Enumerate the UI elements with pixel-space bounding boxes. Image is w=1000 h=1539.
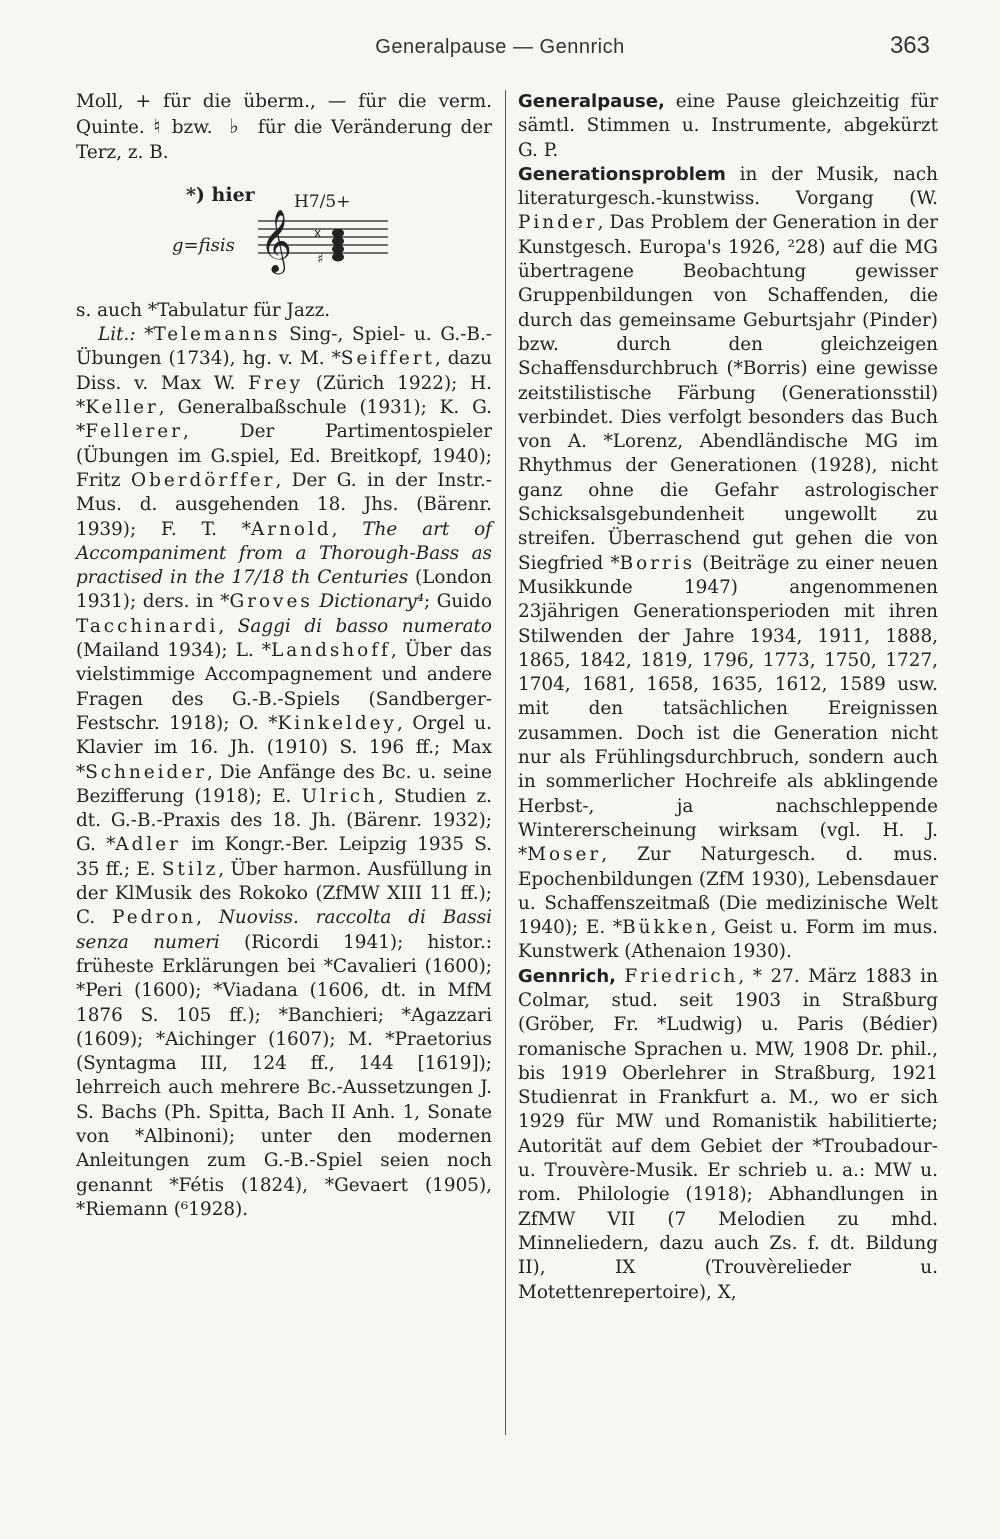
- lit-text-run: Keller: [85, 397, 159, 419]
- lit-text-run: Schneider: [85, 761, 208, 783]
- lit-text-run: Seiffert: [340, 348, 435, 370]
- lit-text-run: Oberdörffer: [131, 469, 276, 491]
- left-column: [76, 90, 492, 1222]
- lit-text-run: Saggi di basso numerato: [237, 615, 492, 637]
- lit-text-run: (Zürich 1922); H. *: [76, 372, 492, 419]
- lit-text-run: *: [135, 324, 154, 346]
- headword-generalpause: Generalpause,: [518, 91, 665, 112]
- intro-text-3: für die Veränderung der Terz, z. B.: [76, 117, 492, 163]
- generationsproblem-text-run: in der Musik, nach literaturgesch.-kunstwiss. Vorgang (W.: [518, 163, 938, 210]
- lit-text-run: , Der Partimentospieler (Übungen im G.spiel, Ed. Breitkopf, 1940); Fritz: [76, 421, 492, 491]
- lit-text-run: Adler: [115, 834, 181, 856]
- music-example: [76, 171, 492, 291]
- lit-text-run: , Orgel u. Klavier im 16. Jh. (1910) S. 196 ff.; Max *: [76, 712, 492, 783]
- running-head: Generalpause — Gennrich: [375, 36, 625, 58]
- lit-text-run: im Kongr.-Ber. Leipzig 1935 S. 35 ff.; E.: [76, 834, 492, 880]
- lit-text-run: Frey: [248, 372, 304, 394]
- lit-text-run: ; Guido: [423, 591, 492, 613]
- lit-text-run: Sing-, Spiel- u. G.-B.-Übungen (1734), hg. v. M. *: [76, 324, 493, 370]
- lit-text-run: Pedron: [112, 907, 197, 929]
- lit-text-run: , Die Anfänge des Bc. u. seine Bezifferung (1918); E.: [76, 761, 492, 807]
- lit-text: [76, 324, 492, 1220]
- generationsproblem-text-run: Moser: [527, 844, 602, 866]
- generalpause-text: eine Pause gleichzeitig für sämtl. Stimmen u. Instrumente, abgekürzt G. P.: [518, 91, 938, 161]
- lit-text-run: , Über das vielstimmige Accompagnement und andere Fragen des G.-B.-Spiels (Sandberger-Festschr. 1918); O. *: [76, 640, 492, 734]
- chord-notes: [314, 226, 344, 267]
- page-header: [0, 32, 1000, 62]
- lit-text-run: The art of Accompaniment from a Thorough-Bass as practised in the 17/18 th Centuries: [76, 518, 492, 589]
- flat-sign: ♭: [229, 114, 242, 139]
- gennrich-text-run: , * 27. März 1883 in Colmar, stud. seit 1903 in Straßburg (Gröber, Fr. *Ludwig) u. Paris (Bédier) romanische Sprachen u. MW, 1908 Dr. phil., bis 1919 Oberlehrer in Straßburg, 1921 Studienrat in Frankfurt a. M., wo er sich 1929 für MW und Romanistik habilitierte; Autorität auf dem Gebiet der *Troubadour- u. Trouvère-Musik. Er schrieb u. a.: MW u. rom. Philologie (1918); Abhandlungen in ZfMW VII (7 Melodien zu mhd. Minneliedern, dazu auch Zs. f. dt. Bildung II), IX (Trouvèrelieder u. Motettenrepertoire), X,: [518, 965, 938, 1303]
- entry-gennrich: [518, 965, 938, 1305]
- lit-text-run: , dazu Diss. v. Max W.: [76, 348, 493, 394]
- lit-text-run: (London 1931); ders. in *: [76, 567, 492, 613]
- music-example-svg: [76, 171, 406, 291]
- lit-text-run: Dictionary⁴: [319, 591, 424, 613]
- generationsproblem-text-run: Borris: [619, 552, 696, 574]
- generationsproblem-text: [518, 164, 938, 963]
- gennrich-text-run: Friedrich: [624, 965, 739, 987]
- lit-text-run: , Der G. in der Instr.-Mus. d. ausgehenden 18. Jhs. (Bärenr. 1939); F. T. *: [76, 469, 493, 540]
- gennrich-text: [518, 966, 938, 1303]
- generationsproblem-text-run: , Das Problem der Generation in der Kunstgesch. Europa's 1926, ²28) auf die MG übertragene Beobachtung gewisser Gruppenbildungen von Schaffenden, die durch das gemeinsame Geburtsjahr (Pinder) bzw. durch den gleichzeigen Schaffensdurchbruch (*Borris) eine gewisse zeitstilistische Färbung (Generationsstil) verbindet. Dies verfolgt besonders das Buch von A. *Lorenz, Abendländische MG im Rhythmus der Generationen (1928), nicht ganz ohne die Gefahr astrologischer Schicksalsgebundenheit ungewollt zu streifen. Überraschend gut gehen die von Siegfried *: [518, 212, 938, 574]
- lit-text-run: Tacchinardi: [76, 615, 219, 637]
- music-label-hier: *) hier: [186, 183, 255, 206]
- lit-text-run: , Studien z. dt. G.-B.-Praxis des 18. Jh. (Bärenr. 1932); G. *: [76, 785, 493, 856]
- lit-text-run: Groves: [229, 591, 313, 613]
- lit-text-run: , Über harmon. Ausfüllung in der KlMusik des Rokoko (ZfMW XIII 11 ff.); C.: [76, 858, 492, 929]
- lit-text-run: Landshoff: [271, 640, 391, 662]
- lit-text-run: Arnold: [250, 518, 332, 540]
- entry-generationsproblem: [518, 163, 938, 965]
- lit-text-run: , Generalbaßschule (1931); K. G. *: [76, 397, 492, 443]
- lit-text-run: ,: [196, 907, 219, 929]
- page-number: 363: [889, 32, 930, 59]
- lit-text-run: Nuoviss. raccolta di Bassi senza numeri: [76, 907, 493, 953]
- generationsproblem-text-run: Bükken: [622, 917, 711, 939]
- natural-sign: ♮: [153, 114, 164, 139]
- intro-text-1: Moll, + für die überm., — für die verm. Quinte.: [76, 91, 492, 139]
- generationsproblem-text-run: Pinder: [518, 212, 598, 234]
- lit-text-run: (Ricordi 1941); histor.: früheste Erklärungen bei *Cavalieri (1600); *Peri (1600); *Viadana (1606, dt. in MfM 1876 S. 105 ff.); *Banchieri; *Agazzari (1609); *Aichinger (1607); M. *Praetorius (Syntagma III, 124 ff., 144 [1619]); lehrreich auch mehrere Bc.-Aussetzungen J. S. Bachs (Ph. Spitta, Bach II Anh. 1, Sonate von *Albinoni); unter den modernen Anleitungen zum G.-B.-Spiel seien noch genannt *Fétis (1824), *Gevaert (1905), *Riemann (⁶1928).: [76, 931, 492, 1220]
- svg-text:♯: ♯: [317, 251, 324, 267]
- lit-text-run: Fellerer: [85, 421, 183, 443]
- right-column: [518, 90, 938, 1305]
- see-also: s. auch *Tabulatur für Jazz.: [76, 299, 331, 321]
- lit-text-run: ,: [331, 518, 363, 540]
- intro-paragraph: [76, 90, 492, 165]
- svg-text:x: x: [314, 225, 322, 240]
- entry-generalpause: [518, 90, 938, 163]
- headword-gennrich: Gennrich,: [518, 965, 616, 987]
- column-divider: [505, 90, 506, 1435]
- lit-text-run: (Mailand 1934); L. *: [76, 640, 272, 662]
- generationsproblem-text-run: , Geist u. Form im mus. Kunstwerk (Athenaion 1930).: [518, 917, 938, 963]
- music-label-gfisis: g=fisis: [172, 234, 235, 256]
- lit-label: Lit.:: [98, 324, 136, 346]
- generationsproblem-text-run: , Zur Naturgesch. d. mus. Epochenbildungen (ZfM 1930), Lebensdauer u. Schaffenszeitmaß (Die medizinische Welt 1940); E. *: [518, 844, 938, 939]
- generationsproblem-text-run: (Beiträge zu einer neuen Musikkunde 1947) angenommenen 23jährigen Generationsperioden mit ihren Stilwenden der Jahre 1934, 1911, 1888, 1865, 1842, 1819, 1796, 1773, 1750, 1727, 1704, 1681, 1658, 1635, 1612, 1589 usw. mit den tatsächlichen Ereignissen zusammen. Doch ist die Generation nicht nur als Frühlingsdurchbruch, sondern auch in sommerlicher Hochreife als abklingende Herbst-, ja nachschleppende Wintererscheinung wirksam (vgl. H. J. *: [518, 552, 938, 866]
- music-label-chord: H7/5+: [294, 191, 351, 212]
- intro-text-2: bzw.: [171, 117, 213, 139]
- lit-text-run: ,: [218, 615, 238, 637]
- headword-generationsproblem: Generationsproblem: [518, 163, 726, 185]
- lit-text-run: Kinkeldey: [277, 712, 397, 734]
- treble-clef-icon: 𝄞: [260, 208, 292, 272]
- lit-text-run: Stilz: [161, 858, 219, 880]
- lit-text-run: Ulrich: [301, 785, 378, 807]
- lit-text-run: Telemanns: [153, 324, 281, 346]
- literature-paragraph: [76, 323, 492, 1222]
